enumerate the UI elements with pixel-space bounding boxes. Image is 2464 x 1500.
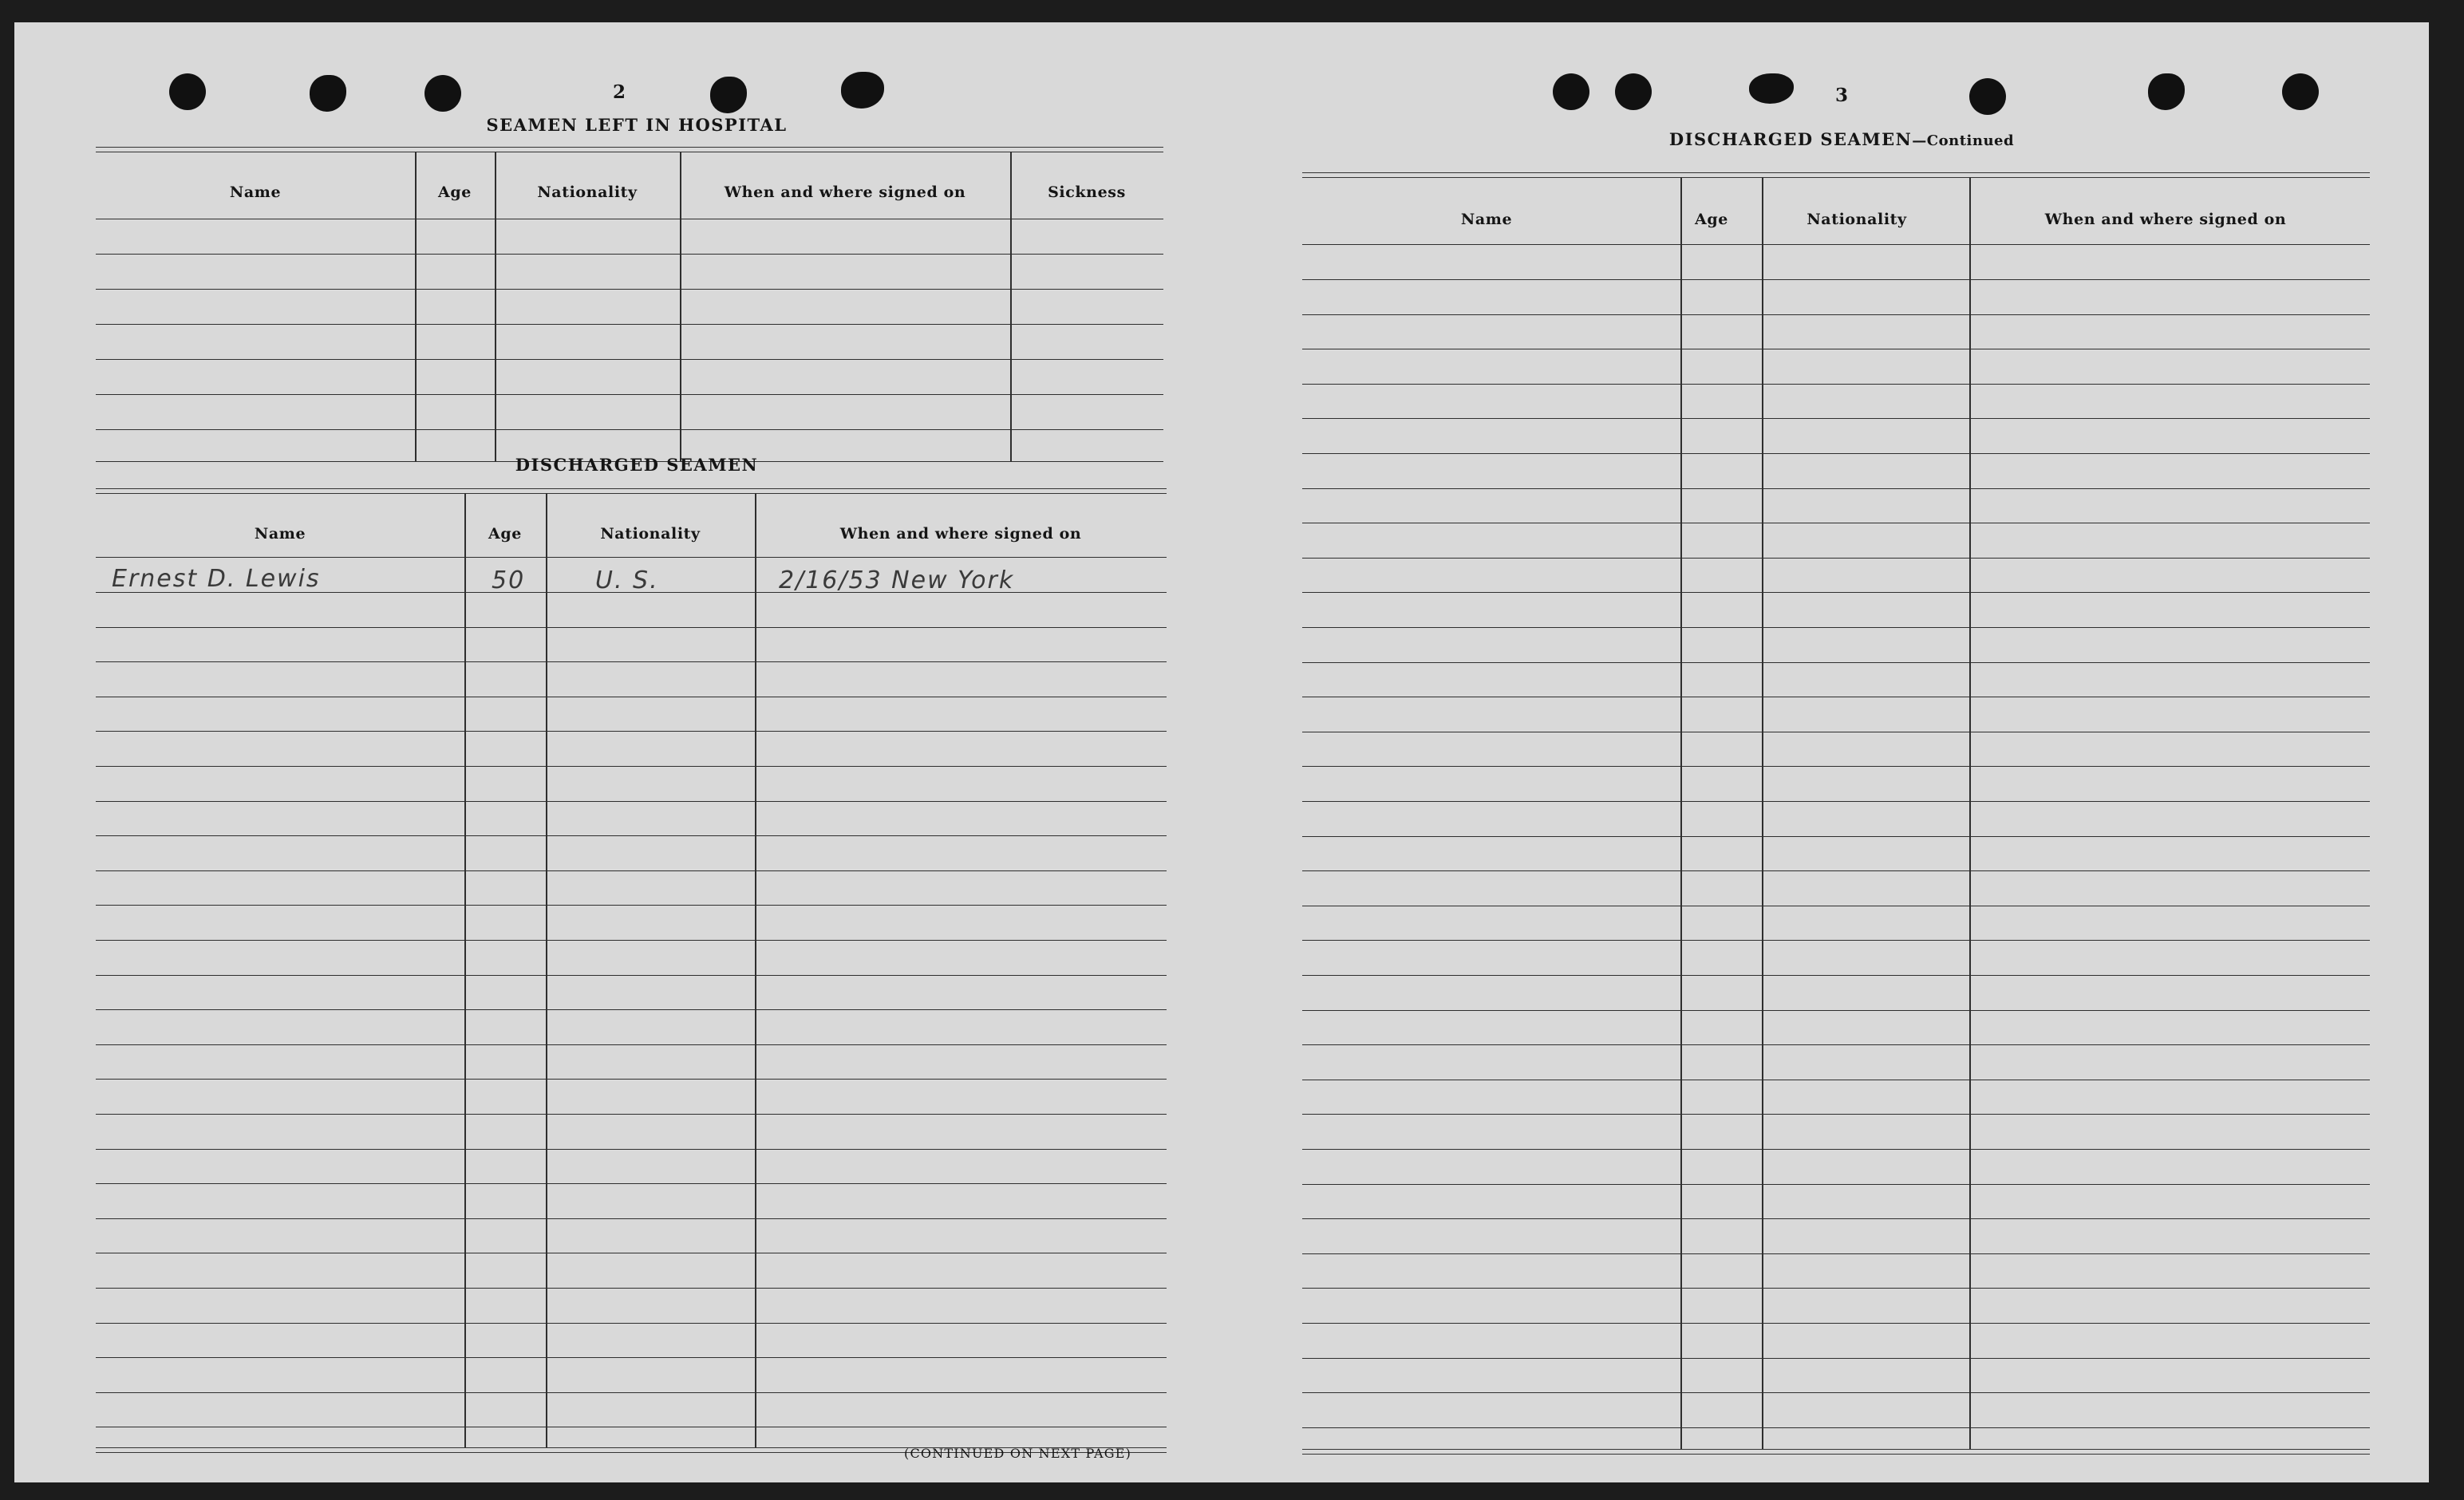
- binder-hole: [424, 75, 461, 112]
- ruled-line: [1302, 1358, 2370, 1359]
- binder-hole: [2148, 73, 2185, 110]
- ruled-line: [1302, 592, 2370, 593]
- column-divider: [1762, 177, 1763, 1449]
- ruled-line: [96, 429, 1163, 430]
- ruled-line: [1302, 1044, 2370, 1045]
- ruled-line: [1302, 558, 2370, 559]
- ruled-line: [96, 975, 1167, 976]
- table-top-rule: [96, 147, 1163, 152]
- ruled-line: [96, 661, 1167, 662]
- ruled-line: [96, 1323, 1167, 1324]
- ruled-line: [96, 835, 1167, 836]
- discharged-continued-table: [1302, 172, 2370, 1455]
- hospital-section-title: SEAMEN LEFT IN HOSPITAL: [486, 115, 788, 135]
- ruled-line: [1302, 1114, 2370, 1115]
- column-divider: [495, 152, 496, 461]
- column-divider: [415, 152, 417, 461]
- col-header-nationality: Nationality: [1807, 211, 1907, 228]
- ruled-line: [96, 905, 1167, 906]
- column-divider: [546, 493, 547, 1447]
- entry-nationality: U. S.: [595, 566, 659, 594]
- ruled-line: [1302, 1253, 2370, 1254]
- ruled-line: [96, 359, 1163, 360]
- ruled-line: [1302, 1288, 2370, 1289]
- header-rule: [96, 557, 1167, 558]
- ruled-line: [96, 1357, 1167, 1358]
- ruled-line: [96, 394, 1163, 395]
- ruled-line: [1302, 1427, 2370, 1428]
- ruled-line: [1302, 662, 2370, 663]
- col-header-age: Age: [488, 525, 522, 543]
- continued-note: (CONTINUED ON NEXT PAGE): [904, 1446, 1132, 1461]
- entry-name: Ernest D. Lewis: [112, 565, 321, 593]
- col-header-sickness: Sickness: [1048, 184, 1126, 201]
- ruled-line: [1302, 1323, 2370, 1324]
- page-number: 2: [612, 81, 626, 103]
- hospital-table: [96, 147, 1163, 463]
- ruled-line: [1302, 488, 2370, 489]
- table-bottom-rule: [1302, 1449, 2370, 1455]
- ruled-line: [96, 940, 1167, 941]
- col-header-nationality: Nationality: [537, 184, 638, 201]
- ruled-line: [96, 1288, 1167, 1289]
- header-rule: [1302, 244, 2370, 245]
- ruled-line: [1302, 314, 2370, 315]
- ruled-line: [1302, 836, 2370, 837]
- log-sheet: [14, 22, 2429, 1482]
- ruled-line: [1302, 766, 2370, 767]
- ruled-line: [1302, 279, 2370, 280]
- ruled-line: [96, 627, 1167, 628]
- binder-hole: [841, 72, 884, 109]
- ruled-line: [1302, 453, 2370, 454]
- col-header-signed-on: When and where signed on: [2044, 211, 2287, 228]
- binder-hole: [1553, 73, 1589, 110]
- binder-hole: [310, 75, 346, 112]
- ruled-line: [96, 1114, 1167, 1115]
- ruled-line: [96, 254, 1163, 255]
- ruled-line: [96, 1009, 1167, 1010]
- table-top-rule: [1302, 172, 2370, 178]
- ruled-line: [96, 289, 1163, 290]
- ruled-line: [1302, 975, 2370, 976]
- col-header-age: Age: [438, 184, 472, 201]
- binder-hole: [710, 77, 747, 113]
- column-divider: [1010, 152, 1012, 461]
- entry-age: 50: [492, 566, 526, 594]
- column-divider: [1969, 177, 1971, 1449]
- ruled-line: [1302, 1184, 2370, 1185]
- ruled-line: [96, 1149, 1167, 1150]
- column-divider: [755, 493, 756, 1447]
- title-main: DISCHARGED SEAMEN: [1668, 129, 1913, 149]
- column-divider: [680, 152, 681, 461]
- binder-hole: [1969, 78, 2006, 115]
- discharged-continued-title: [1634, 129, 2049, 149]
- title-suffix: —Continued: [1912, 132, 2015, 149]
- col-header-signed-on: When and where signed on: [839, 525, 1082, 543]
- binder-hole: [2282, 73, 2319, 110]
- ruled-line: [1302, 801, 2370, 802]
- ruled-line: [96, 324, 1163, 325]
- ruled-line: [1302, 627, 2370, 628]
- ruled-line: [1302, 870, 2370, 871]
- col-header-nationality: Nationality: [600, 525, 701, 543]
- discharged-section-title: DISCHARGED SEAMEN: [515, 455, 759, 475]
- binder-hole: [1749, 73, 1794, 104]
- ruled-line: [96, 870, 1167, 871]
- table-top-rule: [96, 488, 1167, 494]
- col-header-name: Name: [229, 184, 282, 201]
- ruled-line: [1302, 1392, 2370, 1393]
- ruled-line: [1302, 1218, 2370, 1219]
- ruled-line: [96, 1044, 1167, 1045]
- col-header-name: Name: [1460, 211, 1513, 228]
- ruled-line: [96, 731, 1167, 732]
- col-header-name: Name: [254, 525, 306, 543]
- binder-hole: [1615, 73, 1652, 110]
- ruled-line: [1302, 418, 2370, 419]
- entry-signed-on: 2/16/53 New York: [779, 566, 1015, 594]
- ruled-line: [96, 766, 1167, 767]
- ruled-line: [1302, 940, 2370, 941]
- ruled-line: [96, 1183, 1167, 1184]
- ruled-line: [96, 1392, 1167, 1393]
- page-number: 3: [1834, 85, 1848, 106]
- ruled-line: [96, 1079, 1167, 1080]
- discharged-table: [96, 488, 1167, 1455]
- ruled-line: [1302, 1010, 2370, 1011]
- ruled-line: [96, 1218, 1167, 1219]
- binder-hole: [169, 73, 206, 110]
- col-header-age: Age: [1695, 211, 1728, 228]
- ruled-line: [1302, 384, 2370, 385]
- column-divider: [1680, 177, 1682, 1449]
- ruled-line: [1302, 1149, 2370, 1150]
- column-divider: [464, 493, 466, 1447]
- ruled-line: [96, 801, 1167, 802]
- col-header-signed-on: When and where signed on: [724, 184, 966, 201]
